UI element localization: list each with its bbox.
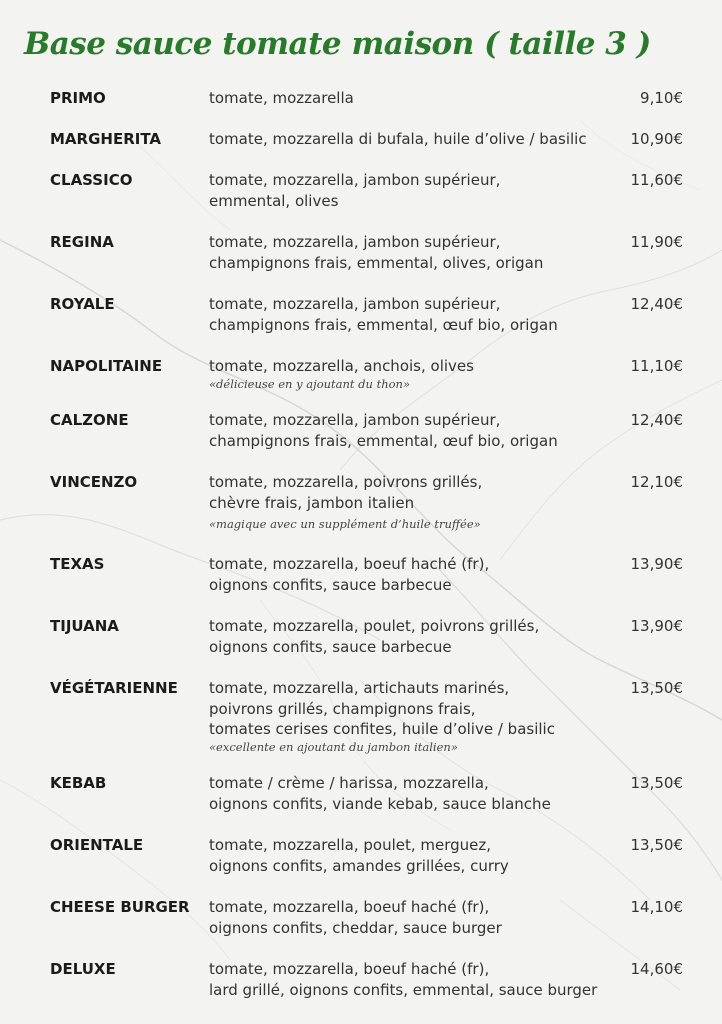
ingredient-line: tomate / crème / harissa, mozzarella,: [209, 774, 489, 792]
ingredient-line: tomate, mozzarella, boeuf haché (fr),: [209, 555, 490, 573]
pizza-name: PRIMO: [50, 89, 106, 107]
ingredient-line: tomate, mozzarella, jambon supérieur,: [209, 171, 501, 189]
ingredient-line: tomate, mozzarella, boeuf haché (fr),: [209, 898, 490, 916]
pizza-price: 13,50€: [630, 679, 683, 697]
pizza-ingredients: [209, 616, 619, 657]
pizza-price: 12,40€: [630, 411, 683, 429]
pizza-suggestion-note: «excellente en ajoutant du jambon italien»: [209, 739, 458, 754]
pizza-name: NAPOLITAINE: [50, 357, 163, 375]
pizza-name: VINCENZO: [50, 473, 138, 491]
pizza-name: CHEESE BURGER: [50, 898, 190, 916]
pizza-name: CLASSICO: [50, 171, 133, 189]
pizza-price: 11,60€: [630, 171, 683, 189]
ingredient-line: tomate, mozzarella, poulet, poivrons grillés,: [209, 617, 540, 635]
ingredient-line: tomate, mozzarella, jambon supérieur,: [209, 295, 501, 313]
ingredient-line: tomate, mozzarella, jambon supérieur,: [209, 233, 501, 251]
pizza-price: 12,10€: [630, 473, 683, 491]
ingredient-line: poivrons grillés, champignons frais,: [209, 699, 476, 718]
pizza-price: 13,50€: [630, 774, 683, 792]
pizza-ingredients: [209, 472, 619, 532]
ingredient-line: tomates cerises confites, huile d’olive / basilic: [209, 720, 555, 738]
pizza-name: ROYALE: [50, 295, 115, 313]
ingredient-line: tomate, mozzarella di bufala, huile d’olive / basilic: [209, 130, 587, 148]
ingredient-line: tomate, mozzarella, boeuf haché (fr),: [209, 960, 490, 978]
pizza-price: 14,60€: [630, 960, 683, 978]
pizza-ingredients: [209, 678, 619, 755]
pizza-name: REGINA: [50, 233, 114, 251]
pizza-ingredients: [209, 356, 619, 392]
ingredient-line: tomate, mozzarella, poulet, merguez,: [209, 836, 492, 854]
pizza-name: DELUXE: [50, 960, 116, 978]
ingredient-line: oignons confits, viande kebab, sauce blanche: [209, 794, 551, 813]
pizza-price: 13,50€: [630, 836, 683, 854]
pizza-ingredients: [209, 773, 619, 814]
pizza-name: ORIENTALE: [50, 836, 144, 854]
ingredient-line: lard grillé, oignons confits, emmental, sauce burger: [209, 980, 598, 999]
pizza-ingredients: [209, 129, 619, 150]
pizza-price: 11,90€: [630, 233, 683, 251]
pizza-suggestion-note: «magique avec un supplément d’huile truffée»: [209, 517, 481, 531]
ingredient-line: champignons frais, emmental, œuf bio, origan: [209, 315, 558, 334]
pizza-suggestion-note: «délicieuse en y ajoutant du thon»: [209, 376, 411, 391]
menu-section-title: Base sauce tomate maison ( taille 3 ): [24, 26, 651, 62]
pizza-price: 14,10€: [630, 898, 683, 916]
pizza-ingredients: [209, 410, 619, 451]
ingredient-line: emmental, olives: [209, 191, 339, 210]
pizza-price: 12,40€: [630, 295, 683, 313]
pizza-ingredients: [209, 554, 619, 595]
pizza-ingredients: [209, 170, 619, 211]
pizza-ingredients: [209, 959, 619, 1000]
pizza-price: 13,90€: [630, 617, 683, 635]
pizza-price: 11,10€: [630, 357, 683, 375]
pizza-name: TIJUANA: [50, 617, 119, 635]
ingredient-line: oignons confits, amandes grillées, curry: [209, 856, 509, 875]
pizza-price: 9,10€: [640, 89, 683, 107]
ingredient-line: tomate, mozzarella, artichauts marinés,: [209, 679, 510, 697]
ingredient-line: champignons frais, emmental, olives, origan: [209, 253, 544, 272]
pizza-price: 13,90€: [630, 555, 683, 573]
ingredient-line: oignons confits, sauce barbecue: [209, 637, 452, 656]
ingredient-line: tomate, mozzarella, poivrons grillés,: [209, 473, 483, 491]
ingredient-line: oignons confits, cheddar, sauce burger: [209, 918, 502, 937]
pizza-ingredients: [209, 88, 619, 109]
pizza-name: KEBAB: [50, 774, 107, 792]
ingredient-line: tomate, mozzarella, jambon supérieur,: [209, 411, 501, 429]
pizza-ingredients: [209, 232, 619, 273]
ingredient-line: tomate, mozzarella: [209, 89, 354, 107]
pizza-ingredients: [209, 897, 619, 938]
ingredient-line: champignons frais, emmental, œuf bio, origan: [209, 431, 558, 450]
pizza-name: TEXAS: [50, 555, 105, 573]
pizza-price: 10,90€: [630, 130, 683, 148]
pizza-ingredients: [209, 294, 619, 335]
ingredient-line: oignons confits, sauce barbecue: [209, 575, 452, 594]
ingredient-line: tomate, mozzarella, anchois, olives: [209, 357, 474, 375]
pizza-name: MARGHERITA: [50, 130, 162, 148]
ingredient-line: chèvre frais, jambon italien: [209, 493, 415, 512]
pizza-name: CALZONE: [50, 411, 129, 429]
pizza-ingredients: [209, 835, 619, 876]
pizza-name: VÉGÉTARIENNE: [50, 679, 178, 697]
